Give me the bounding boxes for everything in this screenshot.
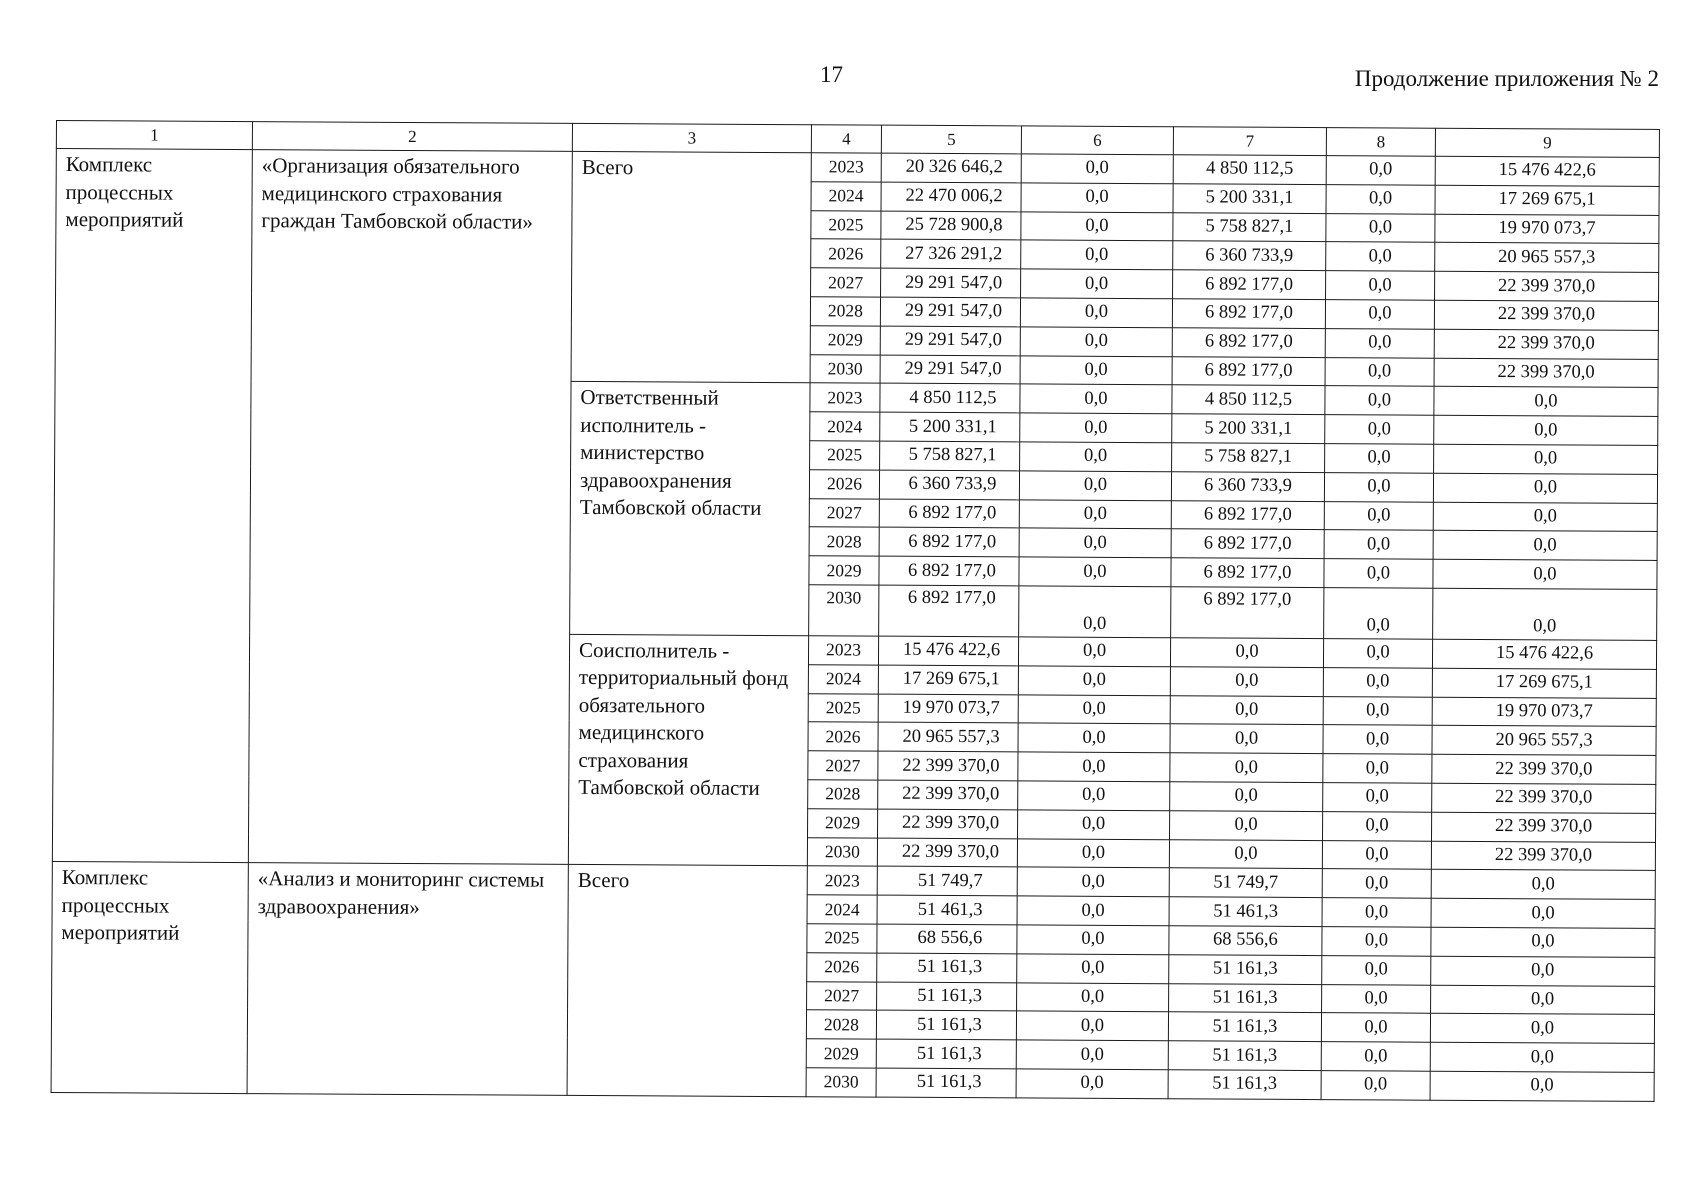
total-value-cell: 68 556,6 <box>877 924 1017 954</box>
column-header: 4 <box>811 125 881 153</box>
total-value-cell: 5 758 827,1 <box>880 441 1020 471</box>
value-cell-col8: 0,0 <box>1324 472 1433 501</box>
total-value-cell: 15 476 422,6 <box>878 636 1018 666</box>
value-cell-col7: 5 758 827,1 <box>1172 443 1325 473</box>
total-value-cell: 22 399 370,0 <box>878 751 1018 781</box>
value-cell-col6: 0,0 <box>1017 982 1169 1012</box>
value-cell-col9: 0,0 <box>1431 898 1655 928</box>
value-cell-col8: 0,0 <box>1325 357 1434 386</box>
column-header: 5 <box>881 125 1021 154</box>
value-cell-col6: 0,0 <box>1017 954 1169 984</box>
value-cell-col6: 0,0 <box>1021 183 1173 213</box>
value-cell-col8: 0,0 <box>1322 927 1431 956</box>
value-cell-col8: 0,0 <box>1324 530 1433 559</box>
value-cell-col8: 0,0 <box>1324 559 1433 588</box>
total-value-cell: 6 360 733,9 <box>879 470 1019 500</box>
year-cell: 2028 <box>808 780 878 809</box>
year-cell: 2030 <box>810 354 880 383</box>
value-cell-col8: 0,0 <box>1323 725 1432 754</box>
column-header: 6 <box>1021 126 1173 155</box>
total-value-cell: 29 291 547,0 <box>880 326 1020 356</box>
total-value-cell: 19 970 073,7 <box>878 694 1018 724</box>
value-cell-col8: 0,0 <box>1323 754 1432 783</box>
value-cell-col9: 15 476 422,6 <box>1432 639 1656 669</box>
value-cell-col9: 0,0 <box>1431 927 1655 957</box>
total-value-cell: 17 269 675,1 <box>878 665 1018 695</box>
value-cell-col7: 0,0 <box>1170 638 1323 668</box>
appendix-continuation-label: Продолжение приложения № 2 <box>1354 66 1659 91</box>
column-header: 9 <box>1435 128 1659 157</box>
year-cell: 2026 <box>811 239 881 268</box>
event-type-cell: Комплекс процессных мероприятий <box>52 149 252 863</box>
year-cell: 2030 <box>806 1068 876 1097</box>
value-cell-col6: 0,0 <box>1021 154 1173 184</box>
total-value-cell: 6 892 177,0 <box>879 556 1019 586</box>
year-cell: 2024 <box>808 664 878 693</box>
value-cell-col9: 0,0 <box>1433 588 1657 640</box>
value-cell-col7: 51 461,3 <box>1169 897 1322 927</box>
value-cell-col6: 0,0 <box>1020 327 1172 357</box>
value-cell-col6: 0,0 <box>1018 694 1170 724</box>
value-cell-col9: 19 970 073,7 <box>1432 697 1656 727</box>
value-cell-col6: 0,0 <box>1021 211 1173 241</box>
total-value-cell: 22 470 006,2 <box>881 182 1021 212</box>
year-cell: 2026 <box>809 469 879 498</box>
value-cell-col9: 22 399 370,0 <box>1434 300 1658 330</box>
value-cell-col8: 0,0 <box>1322 869 1431 898</box>
column-header: 8 <box>1326 128 1435 157</box>
value-cell-col6: 0,0 <box>1017 838 1169 868</box>
value-cell-col6: 0,0 <box>1016 1069 1168 1099</box>
total-value-cell: 20 326 646,2 <box>881 153 1021 183</box>
value-cell-col7: 5 200 331,1 <box>1172 414 1325 444</box>
value-cell-col8: 0,0 <box>1321 1042 1430 1071</box>
value-cell-col9: 15 476 422,6 <box>1435 156 1659 186</box>
value-cell-col7: 5 758 827,1 <box>1173 212 1326 242</box>
total-value-cell: 6 892 177,0 <box>879 585 1019 637</box>
year-cell: 2028 <box>810 297 880 326</box>
value-cell-col7: 6 360 733,9 <box>1173 241 1326 271</box>
value-cell-col6: 0,0 <box>1020 442 1172 472</box>
column-header: 3 <box>572 123 811 152</box>
total-value-cell: 25 728 900,8 <box>881 211 1021 241</box>
value-cell-col8: 0,0 <box>1326 242 1435 271</box>
total-value-cell: 22 399 370,0 <box>877 838 1017 868</box>
value-cell-col9: 17 269 675,1 <box>1432 668 1656 698</box>
value-cell-col7: 6 892 177,0 <box>1171 587 1324 639</box>
value-cell-col7: 0,0 <box>1170 753 1323 783</box>
value-cell-col7: 68 556,6 <box>1169 926 1322 956</box>
year-cell: 2029 <box>808 808 878 837</box>
total-value-cell: 6 892 177,0 <box>879 499 1019 529</box>
value-cell-col8: 0,0 <box>1323 696 1432 725</box>
year-cell: 2030 <box>809 585 879 636</box>
value-cell-col7: 4 850 112,5 <box>1172 385 1325 415</box>
value-cell-col8: 0,0 <box>1325 415 1434 444</box>
value-cell-col6: 0,0 <box>1020 355 1172 385</box>
value-cell-col7: 6 892 177,0 <box>1171 558 1324 588</box>
value-cell-col8: 0,0 <box>1324 588 1433 640</box>
value-cell-col7: 6 892 177,0 <box>1172 299 1325 329</box>
year-cell: 2023 <box>811 153 881 182</box>
executor-cell: Всего <box>567 865 807 1097</box>
value-cell-col8: 0,0 <box>1322 984 1431 1013</box>
executor-cell: Всего <box>571 151 811 383</box>
value-cell-col7: 6 892 177,0 <box>1172 356 1325 386</box>
value-cell-col7: 51 161,3 <box>1169 983 1322 1013</box>
value-cell-col6: 0,0 <box>1018 723 1170 753</box>
value-cell-col6: 0,0 <box>1020 384 1172 414</box>
year-cell: 2024 <box>807 895 877 924</box>
value-cell-col9: 0,0 <box>1433 531 1657 561</box>
value-cell-col9: 22 399 370,0 <box>1435 271 1659 301</box>
value-cell-col8: 0,0 <box>1322 955 1431 984</box>
total-value-cell: 29 291 547,0 <box>880 297 1020 327</box>
value-cell-col9: 22 399 370,0 <box>1434 358 1658 388</box>
total-value-cell: 22 399 370,0 <box>878 809 1018 839</box>
total-value-cell: 20 965 557,3 <box>878 722 1018 752</box>
value-cell-col9: 0,0 <box>1433 559 1657 589</box>
value-cell-col8: 0,0 <box>1323 667 1432 696</box>
value-cell-col8: 0,0 <box>1323 783 1432 812</box>
total-value-cell: 51 749,7 <box>877 866 1017 896</box>
value-cell-col9: 0,0 <box>1434 415 1658 445</box>
value-cell-col8: 0,0 <box>1326 213 1435 242</box>
value-cell-col6: 0,0 <box>1020 413 1172 443</box>
total-value-cell: 51 161,3 <box>877 953 1017 983</box>
year-cell: 2023 <box>807 866 877 895</box>
year-cell: 2029 <box>806 1039 876 1068</box>
value-cell-col9: 20 965 557,3 <box>1435 243 1659 273</box>
total-value-cell: 6 892 177,0 <box>879 527 1019 557</box>
total-value-cell: 51 161,3 <box>877 982 1017 1012</box>
executor-cell: Ответственный исполнитель - министерство здравоохранения Тамбовской области <box>570 382 810 636</box>
value-cell-col7: 6 892 177,0 <box>1173 270 1326 300</box>
table-body <box>51 149 1659 1102</box>
value-cell-col9: 0,0 <box>1430 1042 1654 1072</box>
value-cell-col8: 0,0 <box>1325 300 1434 329</box>
year-cell: 2029 <box>810 325 880 354</box>
value-cell-col7: 51 749,7 <box>1169 868 1322 898</box>
value-cell-col7: 51 161,3 <box>1169 954 1322 984</box>
event-type-cell: Комплекс процессных мероприятий <box>51 862 248 1093</box>
value-cell-col7: 6 892 177,0 <box>1172 328 1325 358</box>
value-cell-col9: 17 269 675,1 <box>1435 185 1659 215</box>
value-cell-col9: 22 399 370,0 <box>1432 754 1656 784</box>
total-value-cell: 27 326 291,2 <box>881 239 1021 269</box>
value-cell-col8: 0,0 <box>1326 184 1435 213</box>
total-value-cell: 5 200 331,1 <box>880 412 1020 442</box>
value-cell-col8: 0,0 <box>1326 156 1435 185</box>
column-header: 1 <box>56 121 252 150</box>
value-cell-col6: 0,0 <box>1017 896 1169 926</box>
value-cell-col8: 0,0 <box>1323 639 1432 668</box>
value-cell-col6: 0,0 <box>1018 752 1170 782</box>
value-cell-col9: 0,0 <box>1433 473 1657 503</box>
column-header: 7 <box>1173 127 1326 156</box>
year-cell: 2027 <box>808 751 878 780</box>
value-cell-col7: 0,0 <box>1170 666 1323 696</box>
value-cell-col6: 0,0 <box>1021 269 1173 299</box>
executor-cell: Соисполнитель - территориальный фонд обязательного медицинского страхования Тамбовской области <box>568 634 808 866</box>
total-value-cell: 22 399 370,0 <box>878 780 1018 810</box>
budget-table <box>51 120 1660 1102</box>
value-cell-col7: 0,0 <box>1170 782 1323 812</box>
value-cell-col8: 0,0 <box>1326 271 1435 300</box>
value-cell-col7: 51 161,3 <box>1168 1012 1321 1042</box>
total-value-cell: 51 161,3 <box>876 1010 1016 1040</box>
year-cell: 2025 <box>811 210 881 239</box>
value-cell-col9: 22 399 370,0 <box>1432 783 1656 813</box>
value-cell-col7: 6 892 177,0 <box>1171 529 1324 559</box>
value-cell-col9: 20 965 557,3 <box>1432 726 1656 756</box>
total-value-cell: 51 161,3 <box>876 1039 1016 1069</box>
value-cell-col8: 0,0 <box>1325 444 1434 473</box>
value-cell-col6: 0,0 <box>1018 666 1170 696</box>
value-cell-col6: 0,0 <box>1020 298 1172 328</box>
value-cell-col7: 0,0 <box>1170 695 1323 725</box>
value-cell-col8: 0,0 <box>1325 386 1434 415</box>
value-cell-col9: 0,0 <box>1431 956 1655 986</box>
year-cell: 2024 <box>811 182 881 211</box>
value-cell-col6: 0,0 <box>1019 528 1171 558</box>
year-cell: 2023 <box>810 383 880 412</box>
total-value-cell: 51 461,3 <box>877 895 1017 925</box>
value-cell-col9: 0,0 <box>1433 502 1657 532</box>
year-cell: 2025 <box>808 693 878 722</box>
value-cell-col6: 0,0 <box>1019 499 1171 529</box>
year-cell: 2028 <box>809 527 879 556</box>
value-cell-col6: 0,0 <box>1019 471 1171 501</box>
page-number: 17 <box>820 62 843 87</box>
value-cell-col9: 0,0 <box>1431 985 1655 1015</box>
value-cell-col6: 0,0 <box>1018 637 1170 667</box>
value-cell-col9: 0,0 <box>1430 1071 1654 1101</box>
year-cell: 2029 <box>809 556 879 585</box>
value-cell-col8: 0,0 <box>1321 1070 1430 1099</box>
value-cell-col6: 0,0 <box>1019 586 1171 638</box>
value-cell-col6: 0,0 <box>1019 557 1171 587</box>
value-cell-col9: 19 970 073,7 <box>1435 214 1659 244</box>
value-cell-col8: 0,0 <box>1321 1013 1430 1042</box>
value-cell-col7: 51 161,3 <box>1168 1070 1321 1100</box>
value-cell-col7: 0,0 <box>1170 724 1323 754</box>
value-cell-col6: 0,0 <box>1018 810 1170 840</box>
value-cell-col8: 0,0 <box>1322 840 1431 869</box>
value-cell-col7: 6 360 733,9 <box>1171 472 1324 502</box>
year-cell: 2026 <box>808 722 878 751</box>
value-cell-col9: 0,0 <box>1434 444 1658 474</box>
value-cell-col9: 0,0 <box>1434 387 1658 417</box>
total-value-cell: 51 161,3 <box>876 1068 1016 1098</box>
value-cell-col7: 0,0 <box>1170 810 1323 840</box>
value-cell-col6: 0,0 <box>1016 1040 1168 1070</box>
value-cell-col7: 6 892 177,0 <box>1171 500 1324 530</box>
year-cell: 2030 <box>807 837 877 866</box>
value-cell-col8: 0,0 <box>1322 811 1431 840</box>
total-value-cell: 4 850 112,5 <box>880 383 1020 413</box>
year-cell: 2027 <box>811 268 881 297</box>
value-cell-col6: 0,0 <box>1016 1011 1168 1041</box>
program-name-cell: «Организация обязательного медицинского страхования граждан Тамбовской области» <box>248 150 572 865</box>
total-value-cell: 29 291 547,0 <box>880 355 1020 385</box>
value-cell-col9: 0,0 <box>1431 870 1655 900</box>
value-cell-col6: 0,0 <box>1017 925 1169 955</box>
year-cell: 2023 <box>808 636 878 665</box>
value-cell-col6: 0,0 <box>1021 240 1173 270</box>
year-cell: 2028 <box>806 1010 876 1039</box>
value-cell-col7: 51 161,3 <box>1168 1041 1321 1071</box>
year-cell: 2024 <box>810 412 880 441</box>
value-cell-col6: 0,0 <box>1018 781 1170 811</box>
year-cell: 2025 <box>807 924 877 953</box>
value-cell-col7: 4 850 112,5 <box>1173 155 1326 185</box>
value-cell-col9: 22 399 370,0 <box>1434 329 1658 359</box>
value-cell-col8: 0,0 <box>1325 328 1434 357</box>
value-cell-col8: 0,0 <box>1324 501 1433 530</box>
value-cell-col7: 5 200 331,1 <box>1173 184 1326 214</box>
program-name-cell: «Анализ и мониторинг системы здравоохранения» <box>247 863 568 1095</box>
value-cell-col9: 22 399 370,0 <box>1431 841 1655 871</box>
value-cell-col8: 0,0 <box>1322 898 1431 927</box>
value-cell-col7: 0,0 <box>1169 839 1322 869</box>
total-value-cell: 29 291 547,0 <box>881 268 1021 298</box>
column-header: 2 <box>252 122 572 152</box>
value-cell-col9: 22 399 370,0 <box>1431 812 1655 842</box>
year-cell: 2025 <box>810 441 880 470</box>
year-cell: 2026 <box>807 952 877 981</box>
value-cell-col6: 0,0 <box>1017 867 1169 897</box>
year-cell: 2027 <box>809 498 879 527</box>
year-cell: 2027 <box>807 981 877 1010</box>
value-cell-col9: 0,0 <box>1430 1014 1654 1044</box>
